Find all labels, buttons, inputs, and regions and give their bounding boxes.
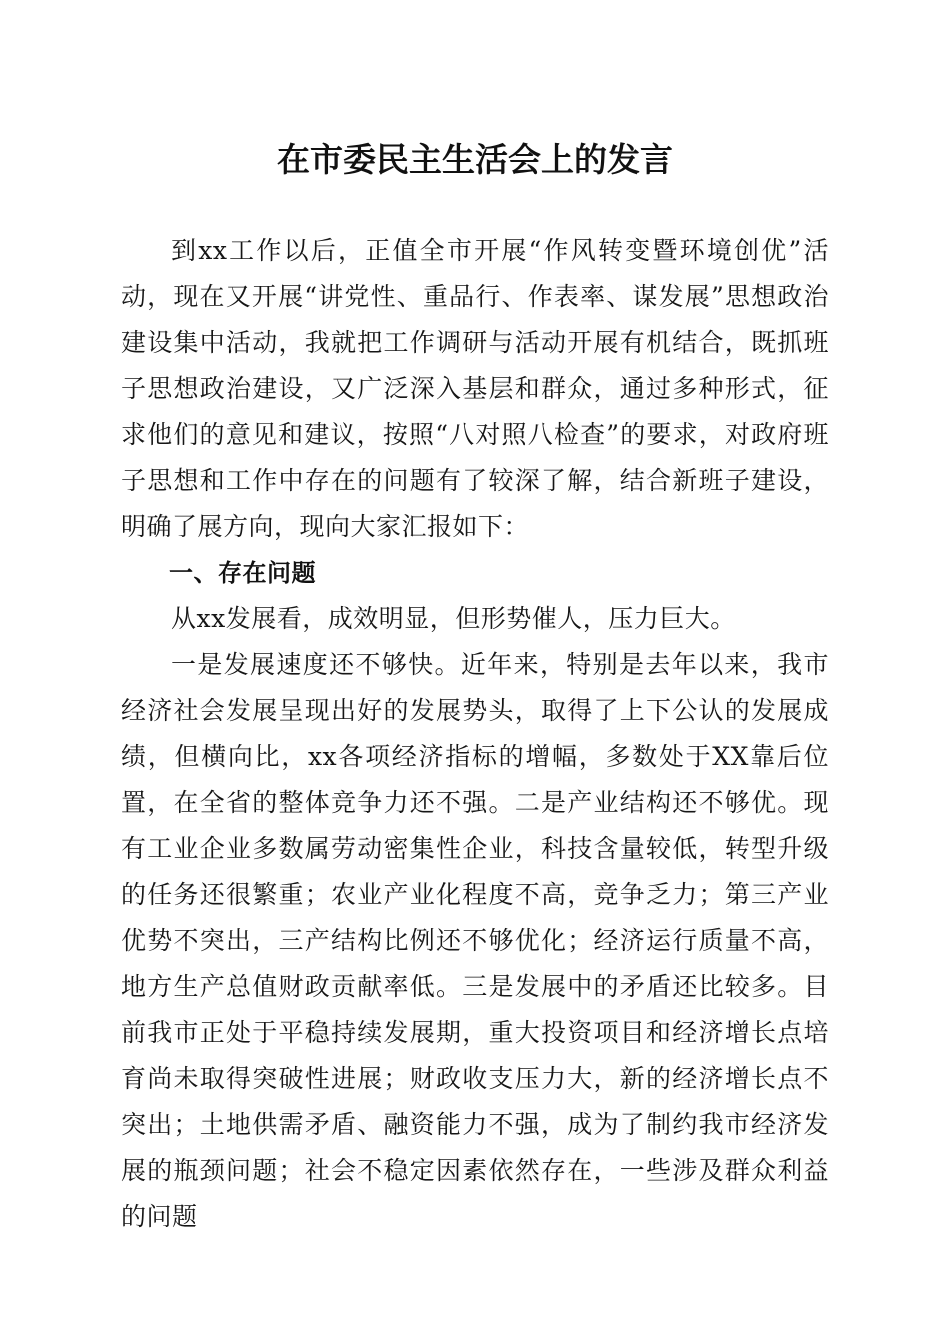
document-body [121,228,829,1240]
section-body-paragraph [121,642,829,1240]
section-intro-paragraph: 从xx发展看，成效明显，但形势催人，压力巨大。 [171,604,736,633]
section-heading: 一、存在问题 [169,559,316,587]
document-title: 在市委民主生活会上的发言 [277,140,673,179]
intro-paragraph: 到xx工作以后，正值全市开展“作风转变暨环境创优”活动，现在又开展“讲党性、重品行、作表率、谋发展”思想政治建设集中活动，我就把工作调研与活动开展有机结合，既抓班子思想政治建设，又广泛深入基层和群众，通过多种形式，征求他们的意见和建议，按照“八对照八检查”的要求，对政府班子思想和工作中存在的问题有了较深了解，结合新班子建设，明确了展方向，现向大家汇报如下： [121,236,829,541]
section-body-text: 近年来，特别是去年以来，我市经济社会发展呈现出好的发展势头，取得了上下公认的发展成绩，但横向比，xx各项经济指标的增幅，多数处于XX靠后位置，在全省的整体竞争力还不强。二是产业结构还不够优。现有工业企业多数属劳动密集性企业，科技含量较低，转型升级的任务还很繁重；农业产业化程度不高，竞争乏力；第三产业优势不突出，三产结构比例还不够优化；经济运行质量不高，地方生产总值财政贡献率低。三是发展中的矛盾还比较多。目前我市正处于平稳持续发展期，重大投资项目和经济增长点培育尚未取得突破性进展；财政收支压力大，新的经济增长点不突出；土地供需矛盾、融资能力不强，成为了制约我市经济发展的瓶颈问题；社会不稳定因素依然存在，一些涉及群众利益的问题 [121,650,829,1231]
section-lead-sentence: 一是发展速度还不够快。 [171,650,461,679]
